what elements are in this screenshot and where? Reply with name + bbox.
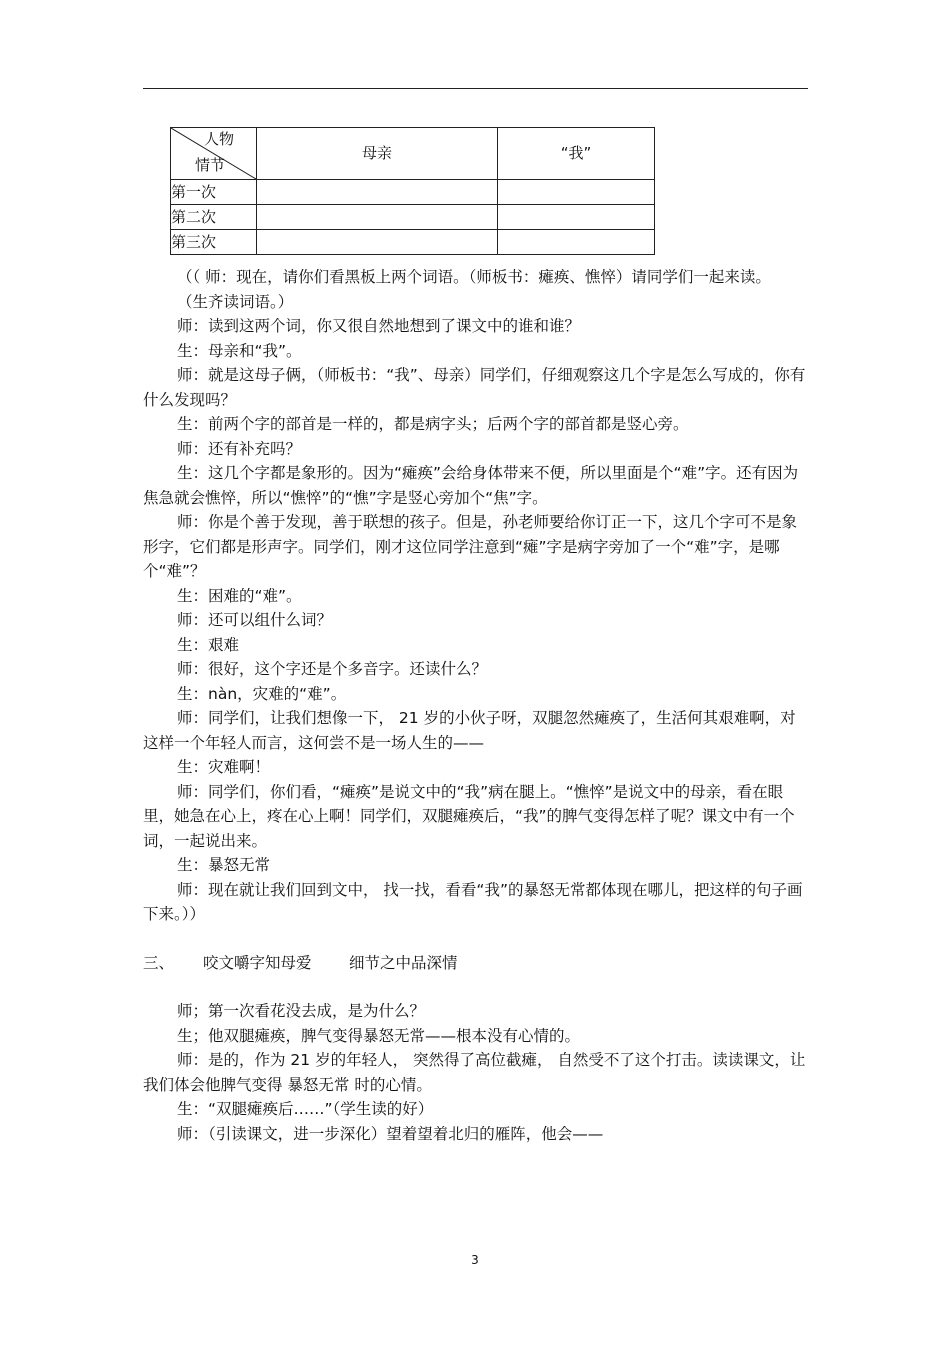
paragraph: 师：还有补充吗？ xyxy=(177,439,302,458)
paragraph: 师：就是这母子俩，（师板书：“我”、母亲）同学们，仔细观察这几个字是怎么写成的，你有什么发现吗？ xyxy=(143,366,806,409)
paragraph: 生；他双腿瘫痪，脾气变得暴怒无常——根本没有心情的。 xyxy=(177,1026,581,1045)
section-title-part-2: 细节之中品深情 xyxy=(349,953,458,972)
corner-label-characters: 人物 xyxy=(203,130,234,148)
corner-label-plot: 情节 xyxy=(195,156,226,174)
paragraph: 生：这几个字都是象形的。因为“瘫痪”会给身体带来不便，所以里面是个“难”字。还有因为焦急就会憔悴，所以“憔悴”的“憔”字是竖心旁加个“焦”字。 xyxy=(143,464,799,507)
table-cell xyxy=(498,230,655,255)
table-row xyxy=(171,180,655,205)
paragraph: 生：暴怒无常 xyxy=(177,856,271,874)
section-number: 三、 xyxy=(143,953,175,972)
character-plot-table xyxy=(170,127,655,255)
table-cell xyxy=(257,230,498,255)
section-title-part-1: 咬文嚼字知母爱 xyxy=(203,953,312,972)
paragraph: 师：同学们，你们看，“瘫痪”是说文中的“我”病在腿上。“憔悴”是说文中的母亲，看在眼里，她急在心上，疼在心上啊！同学们，双腿瘫痪后，“我”的脾气变得怎样了呢？课文中有一个词，一起说出来。 xyxy=(143,782,795,850)
paragraph: 师：（引读课文，进一步深化）望着望着北归的雁阵，他会—— xyxy=(177,1124,604,1143)
table-cell xyxy=(257,205,498,230)
paragraph: 师：还可以组什么词？ xyxy=(177,611,333,629)
paragraph: 生：艰难 xyxy=(177,635,240,654)
paragraph: 师：是的，作为 21 岁的年轻人， 突然得了高位截瘫， 自然受不了这个打击。读读课文，让我们体会他脾气变得 暴怒无常 时的心情。 xyxy=(143,1051,806,1094)
row-header-third: 第三次 xyxy=(171,230,257,255)
paragraph: 生：灾难啊！ xyxy=(177,758,271,776)
column-header-mother: 母亲 xyxy=(257,128,498,180)
row-header-second: 第二次 xyxy=(171,205,257,230)
table-row xyxy=(171,205,655,230)
paragraph: （（ 师：现在，请你们看黑板上两个词语。（师板书：瘫痪、憔悴）请同学们一起来读。 xyxy=(177,268,771,286)
paragraph: 师：读到这两个词，你又很自然地想到了课文中的谁和谁？ xyxy=(177,317,581,335)
header-rule xyxy=(143,88,808,89)
paragraph: 生：困难的“难”。 xyxy=(177,586,302,605)
paragraph: 师：你是个善于发现，善于联想的孩子。但是，孙老师要给你订正一下，这几个字可不是象形字，它们都是形声字。同学们，刚才这位同学注意到“瘫”字是病字旁加了一个“难”字，是哪个“难”？ xyxy=(143,513,798,580)
paragraph: 师；第一次看花没去成，是为什么？ xyxy=(177,1002,426,1020)
paragraph: 生：nàn，灾难的“难”。 xyxy=(177,684,347,703)
paragraph: 师：现在就让我们回到文中， 找一找，看看“我”的暴怒无常都体现在哪儿，把这样的句子画下来。）） xyxy=(143,880,803,923)
paragraph: 师：很好，这个字还是个多音字。还读什么？ xyxy=(177,660,488,678)
page-number: 3 xyxy=(471,1253,479,1267)
paragraph: 生：“双腿瘫痪后……”（学生读的好） xyxy=(177,1100,434,1118)
paragraph: 生：母亲和“我”。 xyxy=(177,341,302,360)
paragraph: 师：同学们，让我们想像一下， 21 岁的小伙子呀，双腿忽然瘫痪了，生活何其艰难啊，对这样一个年轻人而言，这何尝不是一场人生的—— xyxy=(143,709,796,752)
table-cell xyxy=(498,205,655,230)
section-heading xyxy=(143,951,808,976)
row-header-first: 第一次 xyxy=(171,180,257,205)
table-row xyxy=(171,230,655,255)
table-cell xyxy=(498,180,655,205)
table-corner-cell xyxy=(171,128,257,180)
paragraph: （生齐读词语。） xyxy=(177,292,294,311)
lesson-text xyxy=(143,265,808,1146)
column-header-me: “我” xyxy=(498,128,655,180)
table-cell xyxy=(257,180,498,205)
paragraph: 生：前两个字的部首是一样的，都是病字头；后两个字的部首都是竖心旁。 xyxy=(177,415,689,433)
